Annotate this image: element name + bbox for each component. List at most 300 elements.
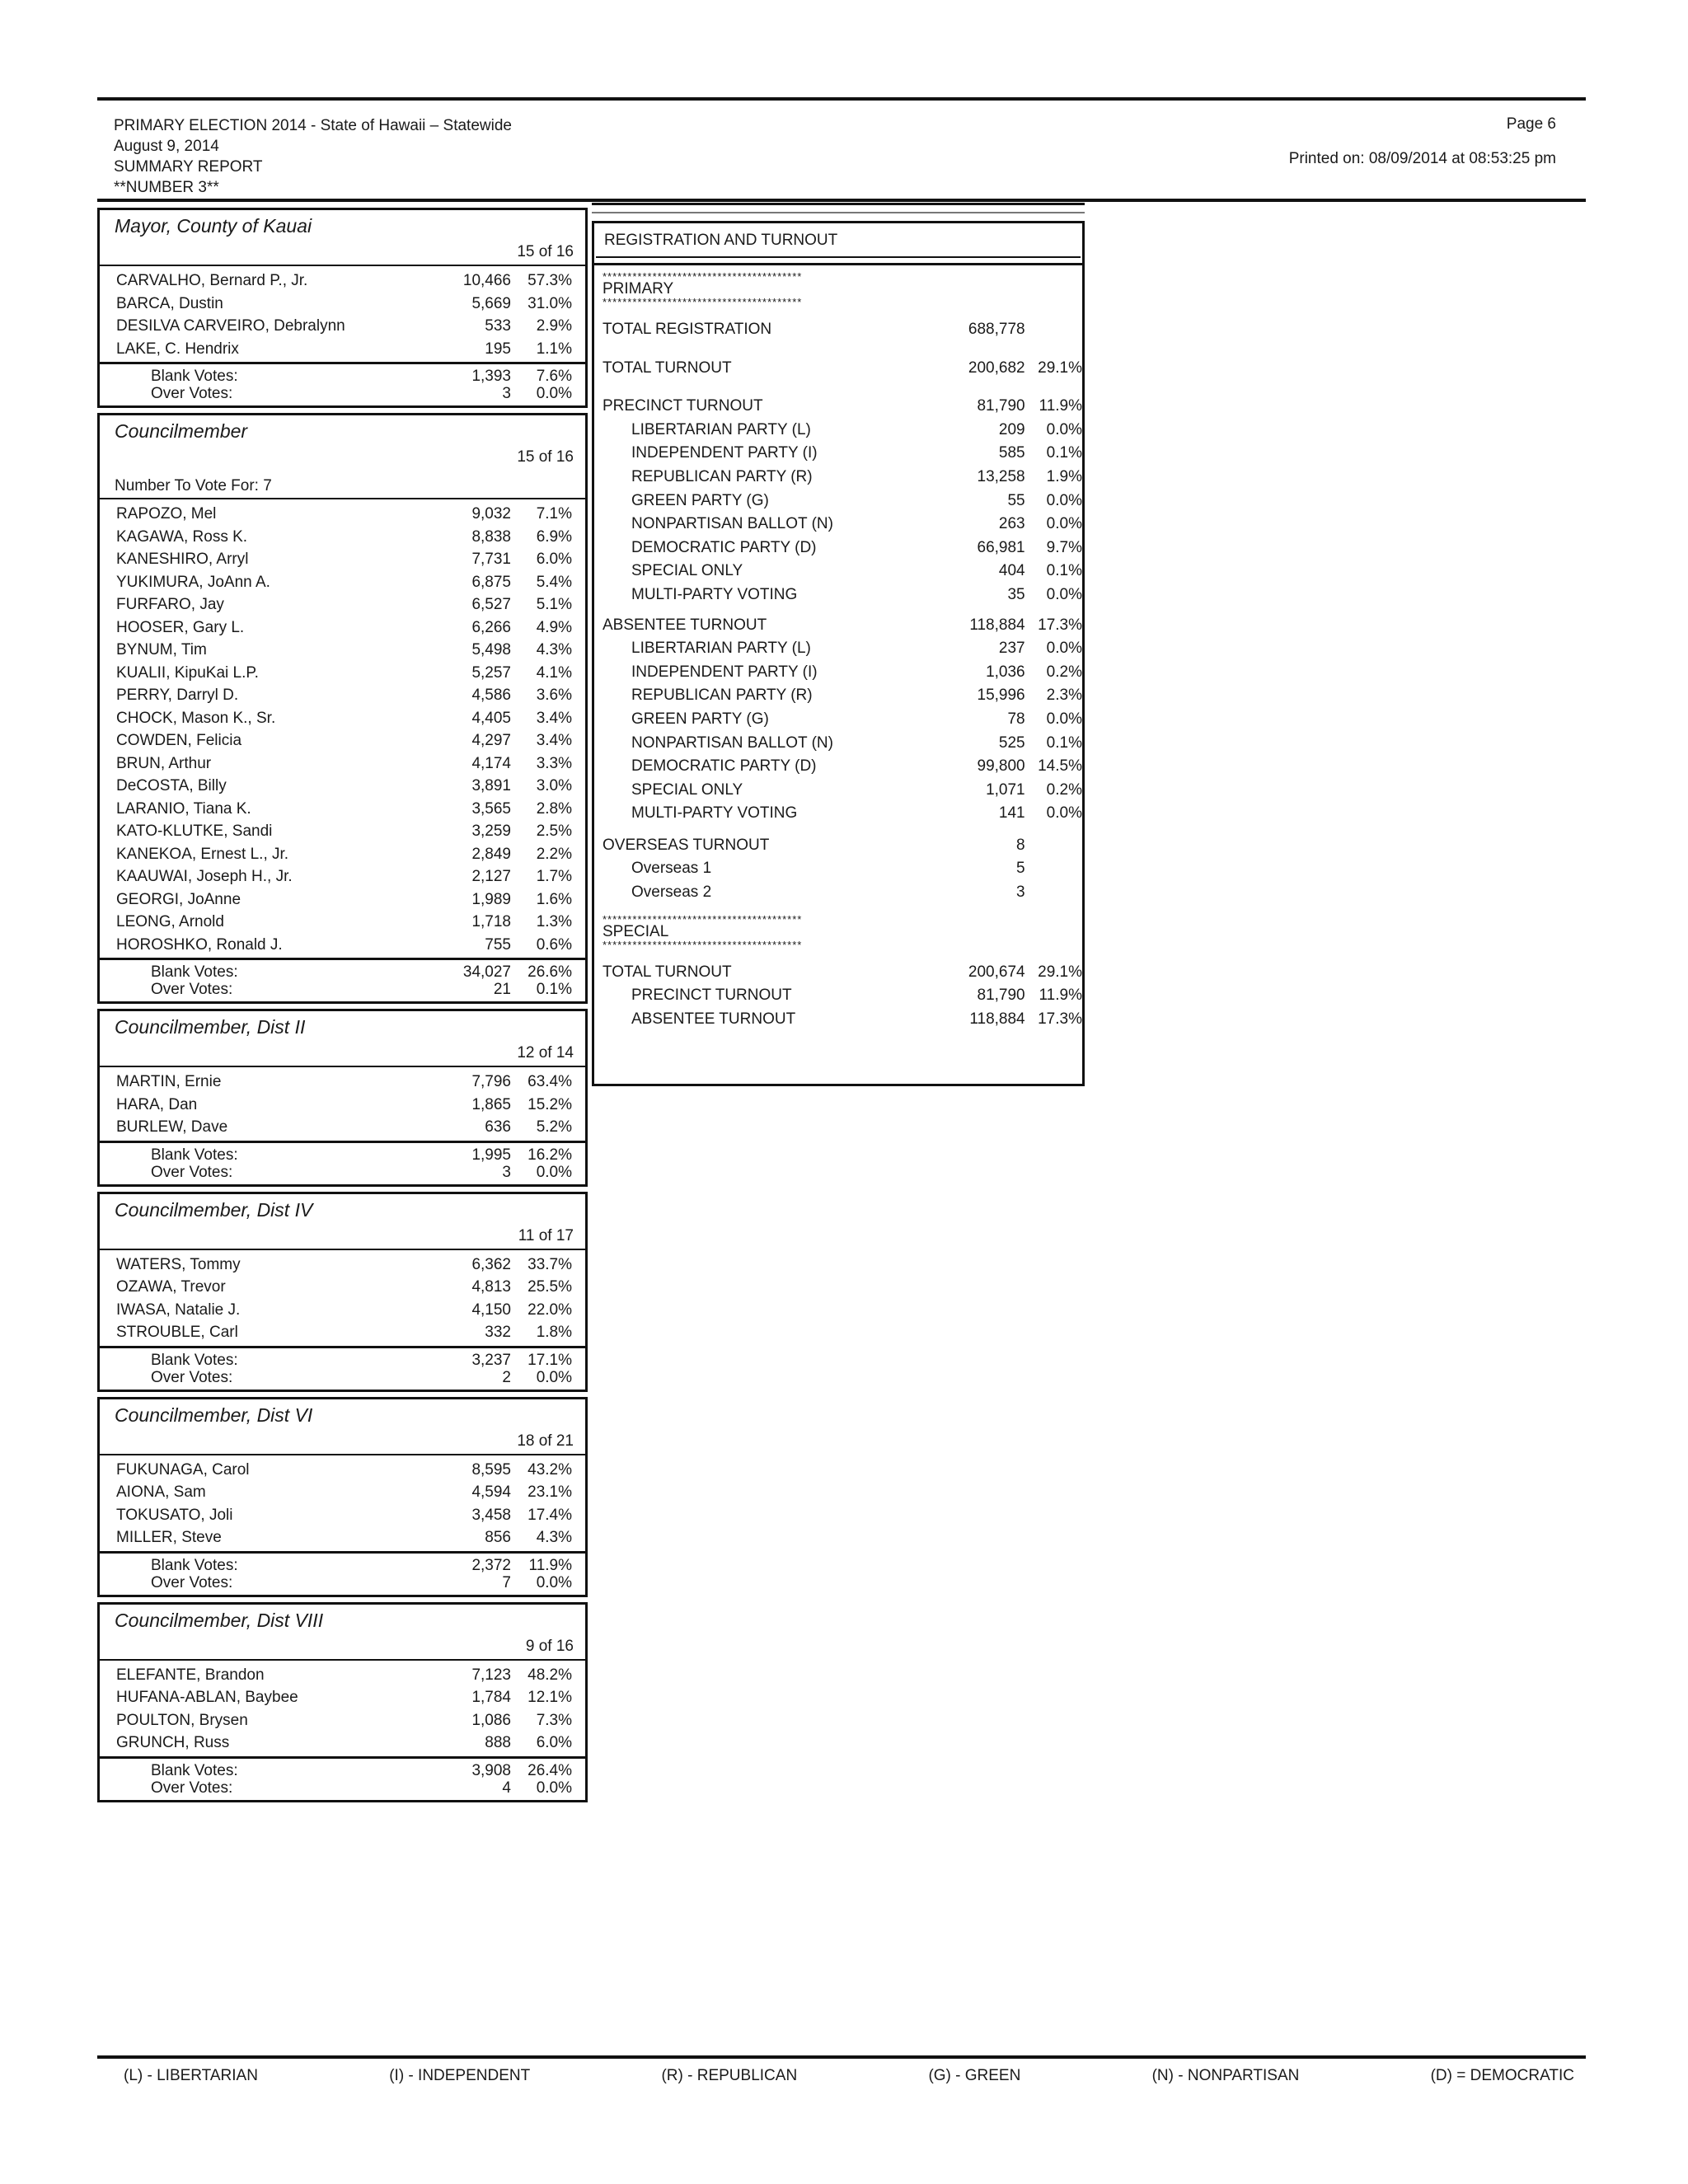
- candidate-votes: 6,362: [471, 1255, 511, 1273]
- asterisk-divider: ****************************************: [603, 272, 803, 281]
- candidate-row: [100, 639, 585, 662]
- party-legend-item: (I) - INDEPENDENT: [389, 2067, 531, 2084]
- candidate-row: [100, 616, 585, 640]
- candidate-row: [100, 820, 585, 843]
- candidate-name: FURFARO, Jay: [116, 596, 224, 613]
- over-votes-row: [100, 981, 585, 998]
- absentee-party-row-value: 237: [998, 640, 1025, 658]
- candidate-votes: 3,458: [471, 1506, 511, 1524]
- total-registration: [594, 318, 1082, 342]
- absentee-turnout-percent: 17.3%: [1038, 616, 1082, 634]
- candidate-name: BYNUM, Tim: [116, 641, 207, 658]
- precinct-party-row: [594, 560, 1082, 583]
- precinct-party-row-percent: 0.1%: [1046, 444, 1082, 462]
- absentee-party-row-label: GREEN PARTY (G): [631, 710, 769, 728]
- party-legend-item: (G) - GREEN: [928, 2067, 1021, 2084]
- candidate-votes: 9,032: [471, 505, 511, 523]
- report-date: August 9, 2014: [114, 138, 219, 155]
- candidate-row: [100, 729, 585, 752]
- candidate-name: FUKUNAGA, Carol: [116, 1460, 250, 1479]
- candidate-percent: 3.4%: [536, 709, 572, 727]
- candidate-row: [100, 1254, 585, 1277]
- absentee-party-row-percent: 0.2%: [1046, 663, 1082, 681]
- precinct-party-row-value: 66,981: [977, 538, 1025, 556]
- candidate-percent: 17.4%: [528, 1506, 572, 1524]
- over-votes-count: 3: [502, 1163, 511, 1181]
- over-votes-percent: 0.0%: [536, 1779, 572, 1797]
- absentee-party-row-label: INDEPENDENT PARTY (I): [631, 663, 818, 681]
- candidate-votes: 3,565: [471, 799, 511, 818]
- candidate-percent: 3.4%: [536, 732, 572, 749]
- candidate-row: [100, 775, 585, 798]
- precinct-party-row-percent: 0.0%: [1046, 491, 1082, 509]
- blank-over-votes: [100, 1141, 585, 1184]
- candidate-percent: 0.6%: [536, 935, 572, 954]
- absentee-party-row-value: 1,071: [986, 780, 1025, 799]
- over-votes-label: Over Votes:: [151, 1163, 233, 1181]
- overseas-turnout-percent: [1025, 834, 1082, 858]
- over-votes-label: Over Votes:: [151, 385, 233, 402]
- blank-votes-count: 1,995: [471, 1146, 511, 1164]
- candidate-name: TOKUSATO, Joli: [116, 1506, 233, 1524]
- blank-votes-label: Blank Votes:: [151, 1146, 238, 1164]
- absentee-party-row: [594, 779, 1082, 803]
- candidate-percent: 12.1%: [528, 1689, 572, 1706]
- spacer: [594, 342, 1082, 357]
- candidate-name: IWASA, Natalie J.: [116, 1301, 241, 1319]
- special-section-label: SPECIAL: [603, 922, 669, 940]
- absentee-turnout-value: 118,884: [969, 616, 1025, 634]
- candidate-row: [100, 798, 585, 821]
- overseas-row-label: Overseas 1: [631, 860, 712, 878]
- total-registration-value: 688,778: [968, 321, 1025, 338]
- contest-title: Councilmember, Dist VI: [115, 1404, 313, 1426]
- primary-section-label: PRIMARY: [603, 280, 674, 298]
- precinct-party-row-percent: 0.0%: [1046, 420, 1082, 438]
- candidate-row: [100, 934, 585, 957]
- absentee-party-row-value: 141: [998, 804, 1025, 823]
- registration-title: REGISTRATION AND TURNOUT: [596, 223, 1081, 258]
- candidate-votes: 636: [485, 1118, 511, 1136]
- precinct-party-row-value: 55: [1007, 491, 1025, 509]
- candidate-name: STROUBLE, Carl: [116, 1324, 238, 1341]
- precinct-party-row-label: LIBERTARIAN PARTY (L): [631, 420, 811, 438]
- candidate-votes: 1,086: [471, 1711, 511, 1729]
- candidate-row: [100, 1299, 585, 1322]
- absentee-party-row-percent: 0.2%: [1046, 780, 1082, 799]
- spacer: [594, 380, 1082, 395]
- blank-votes-percent: 16.2%: [528, 1146, 572, 1164]
- overseas-row-value: 3: [1016, 883, 1025, 902]
- absentee-party-row-label: MULTI-PARTY VOTING: [631, 804, 798, 823]
- candidate-votes: 6,875: [471, 573, 511, 591]
- candidate-percent: 3.0%: [536, 777, 572, 794]
- page-number: Page 6: [1506, 115, 1556, 133]
- blank-votes-row: [100, 1352, 585, 1369]
- blank-votes-label: Blank Votes:: [151, 963, 238, 981]
- candidate-list: [100, 1454, 585, 1551]
- candidate-name: DESILVA CARVEIRO, Debralynn: [116, 317, 345, 335]
- contest-box: [97, 1397, 588, 1597]
- precinct-party-row-percent: 0.0%: [1046, 515, 1082, 533]
- candidate-name: DeCOSTA, Billy: [116, 777, 227, 794]
- candidate-row: [100, 1459, 585, 1482]
- registration-top-bar: [592, 203, 1085, 213]
- precincts-reported: 18 of 21: [517, 1432, 574, 1450]
- candidate-row: [100, 1071, 585, 1094]
- special-turnout-row-percent: 11.9%: [1039, 987, 1082, 1005]
- absentee-party-row-value: 99,800: [977, 757, 1025, 776]
- blank-votes-count: 3,908: [471, 1761, 511, 1779]
- candidate-name: HOROSHKO, Ronald J.: [116, 935, 283, 954]
- precincts-reported: 11 of 17: [518, 1226, 574, 1244]
- contest-title: Councilmember, Dist II: [115, 1016, 306, 1038]
- absentee-party-row-percent: 2.3%: [1046, 687, 1082, 705]
- candidate-votes: 1,865: [471, 1095, 511, 1113]
- candidate-percent: 1.1%: [536, 340, 572, 358]
- over-votes-percent: 0.0%: [536, 1368, 572, 1386]
- special-turnout-row-value: 118,884: [969, 1010, 1025, 1028]
- absentee-party-row-percent: 14.5%: [1038, 757, 1082, 776]
- candidate-row: [100, 707, 585, 730]
- absentee-party-row-value: 15,996: [977, 687, 1025, 705]
- precinct-party-row-value: 13,258: [977, 467, 1025, 485]
- candidate-votes: 5,498: [471, 641, 511, 658]
- contest-box: [97, 1009, 588, 1187]
- special-turnout-row-label: ABSENTEE TURNOUT: [631, 1010, 796, 1028]
- candidate-row: [100, 1276, 585, 1299]
- precinct-party-row: [594, 419, 1082, 443]
- overseas-row-value: 5: [1016, 860, 1025, 878]
- candidate-percent: 4.9%: [536, 618, 572, 636]
- candidate-row: [100, 1526, 585, 1549]
- candidate-votes: 195: [485, 340, 511, 358]
- blank-votes-count: 3,237: [471, 1351, 511, 1369]
- candidate-name: BURLEW, Dave: [116, 1118, 228, 1136]
- over-votes-count: 21: [493, 981, 511, 998]
- precinct-party-row-value: 404: [998, 562, 1025, 580]
- absentee-party-row: [594, 755, 1082, 779]
- blank-votes-label: Blank Votes:: [151, 1761, 238, 1779]
- spacer: [594, 307, 1082, 318]
- candidate-votes: 3,891: [471, 777, 511, 794]
- blank-votes-label: Blank Votes:: [151, 1556, 238, 1574]
- candidate-row: [100, 888, 585, 912]
- total-turnout: [594, 357, 1082, 381]
- total-turnout-value: 200,682: [968, 359, 1025, 377]
- blank-votes-percent: 7.6%: [536, 368, 572, 385]
- candidate-votes: 332: [485, 1324, 511, 1341]
- special-total-turnout-label: TOTAL TURNOUT: [603, 963, 732, 981]
- precinct-party-row: [594, 537, 1082, 560]
- over-votes-count: 4: [502, 1779, 511, 1797]
- party-legend: [124, 2067, 1574, 2085]
- candidate-percent: 4.1%: [536, 663, 572, 682]
- special-turnout-row-label: PRECINCT TURNOUT: [631, 987, 792, 1005]
- report-title: PRIMARY ELECTION 2014 - State of Hawaii – Statewide: [114, 117, 512, 134]
- precinct-party-row: [594, 490, 1082, 513]
- candidate-row: [100, 662, 585, 685]
- candidate-votes: 5,257: [471, 663, 511, 682]
- over-votes-percent: 0.0%: [536, 1573, 572, 1591]
- absentee-party-row: [594, 637, 1082, 661]
- candidate-name: CARVALHO, Bernard P., Jr.: [116, 272, 308, 289]
- candidate-percent: 1.3%: [536, 913, 572, 930]
- candidate-row: [100, 269, 585, 293]
- candidate-percent: 1.7%: [536, 868, 572, 885]
- over-votes-label: Over Votes:: [151, 1573, 233, 1591]
- candidate-percent: 1.8%: [536, 1324, 572, 1341]
- candidate-percent: 15.2%: [528, 1095, 572, 1113]
- absentee-party-row: [594, 708, 1082, 732]
- over-votes-row: [100, 1779, 585, 1797]
- candidate-percent: 2.9%: [536, 317, 572, 335]
- over-votes-row: [100, 1369, 585, 1386]
- absentee-party-row: [594, 802, 1082, 826]
- candidate-name: BARCA, Dustin: [116, 294, 223, 312]
- candidate-list: [100, 265, 585, 362]
- candidate-votes: 1,718: [471, 913, 511, 930]
- candidate-name: HUFANA-ABLAN, Baybee: [116, 1689, 298, 1706]
- contest-title: Councilmember, Dist VIII: [115, 1609, 324, 1631]
- candidate-percent: 33.7%: [528, 1255, 572, 1273]
- overseas-turnout: [594, 834, 1082, 858]
- precinct-party-row-label: INDEPENDENT PARTY (I): [631, 444, 818, 462]
- precinct-party-row-value: 209: [998, 420, 1025, 438]
- candidate-percent: 63.4%: [528, 1073, 572, 1090]
- candidate-percent: 2.5%: [536, 823, 572, 840]
- absentee-party-row-percent: 0.0%: [1046, 804, 1082, 823]
- special-turnout-row: [594, 984, 1082, 1008]
- special-total-turnout: [594, 961, 1082, 985]
- over-votes-row: [100, 385, 585, 402]
- candidate-votes: 4,174: [471, 754, 511, 772]
- candidate-percent: 4.3%: [536, 641, 572, 658]
- precinct-party-row-percent: 0.0%: [1046, 585, 1082, 603]
- registration-turnout-panel: [592, 221, 1085, 1086]
- candidate-percent: 6.9%: [536, 527, 572, 546]
- candidate-votes: 10,466: [462, 272, 511, 289]
- spacer: [594, 949, 1082, 961]
- precinct-party-row-label: DEMOCRATIC PARTY (D): [631, 538, 817, 556]
- contest-box: [97, 208, 588, 408]
- party-legend-item: (N) - NONPARTISAN: [1151, 2067, 1300, 2084]
- candidate-row: [100, 1094, 585, 1117]
- total-turnout-percent: 29.1%: [1038, 359, 1082, 377]
- contests-column: [97, 208, 588, 1807]
- precinct-party-row: [594, 513, 1082, 537]
- absentee-party-row-label: SPECIAL ONLY: [631, 780, 743, 799]
- overseas-row: [594, 881, 1082, 905]
- absentee-turnout: [594, 614, 1082, 638]
- candidate-name: AIONA, Sam: [116, 1483, 206, 1501]
- over-votes-count: 3: [502, 385, 511, 402]
- candidate-row: [100, 752, 585, 776]
- candidate-percent: 4.3%: [536, 1529, 572, 1546]
- candidate-percent: 22.0%: [528, 1301, 572, 1319]
- candidate-row: [100, 1504, 585, 1527]
- candidate-row: [100, 571, 585, 594]
- candidate-votes: 4,405: [471, 709, 511, 727]
- special-turnout-row-percent: 17.3%: [1038, 1010, 1082, 1028]
- candidate-percent: 6.0%: [536, 1734, 572, 1751]
- candidate-votes: 856: [485, 1529, 511, 1546]
- precinct-turnout-value: 81,790: [977, 397, 1025, 415]
- precinct-turnout-percent: 11.9%: [1039, 397, 1082, 415]
- number-to-vote: Number To Vote For: 7: [115, 477, 272, 494]
- candidate-row: [100, 293, 585, 316]
- candidate-name: PERRY, Darryl D.: [116, 687, 239, 704]
- candidate-name: RAPOZO, Mel: [116, 505, 217, 523]
- candidate-percent: 6.0%: [536, 551, 572, 568]
- candidate-row: [100, 1481, 585, 1504]
- candidate-row: [100, 548, 585, 571]
- special-turnout-row: [594, 1008, 1082, 1032]
- precincts-reported: 12 of 14: [517, 1044, 574, 1062]
- candidate-row: [100, 684, 585, 707]
- candidate-percent: 7.1%: [536, 505, 572, 523]
- asterisk-divider: ****************************************: [603, 914, 803, 924]
- candidate-name: KAGAWA, Ross K.: [116, 527, 248, 546]
- report-number: **NUMBER 3**: [114, 179, 219, 196]
- over-votes-row: [100, 1164, 585, 1181]
- absentee-party-row-percent: 0.0%: [1046, 640, 1082, 658]
- precinct-party-row-label: NONPARTISAN BALLOT (N): [631, 515, 833, 533]
- blank-votes-row: [100, 1146, 585, 1164]
- candidate-list: [100, 1249, 585, 1346]
- candidate-name: HOOSER, Gary L.: [116, 618, 245, 636]
- absentee-party-row-label: REPUBLICAN PARTY (R): [631, 687, 813, 705]
- overseas-turnout-label: OVERSEAS TURNOUT: [603, 836, 770, 854]
- asterisk-divider: ****************************************: [603, 298, 803, 307]
- candidate-votes: 2,849: [471, 845, 511, 863]
- total-registration-percent: [1025, 318, 1082, 342]
- party-legend-item: (D) = DEMOCRATIC: [1430, 2067, 1574, 2084]
- candidate-name: COWDEN, Felicia: [116, 732, 242, 749]
- candidate-list: [100, 1066, 585, 1141]
- candidate-name: GRUNCH, Russ: [116, 1734, 230, 1751]
- candidate-votes: 5,669: [471, 294, 511, 312]
- party-legend-item: (L) - LIBERTARIAN: [124, 2067, 258, 2084]
- blank-votes-row: [100, 1762, 585, 1779]
- candidate-row: [100, 338, 585, 361]
- blank-over-votes: [100, 1346, 585, 1390]
- candidate-percent: 5.2%: [536, 1118, 572, 1136]
- contest-box: [97, 1602, 588, 1802]
- asterisk-divider: ****************************************: [603, 940, 803, 949]
- precinct-party-row-percent: 9.7%: [1046, 538, 1082, 556]
- header-top-rule: [97, 97, 1586, 101]
- candidate-percent: 25.5%: [528, 1278, 572, 1296]
- precinct-party-row-value: 263: [998, 515, 1025, 533]
- candidate-row: [100, 1709, 585, 1732]
- blank-votes-count: 2,372: [471, 1556, 511, 1574]
- candidate-votes: 4,813: [471, 1278, 511, 1296]
- blank-votes-row: [100, 368, 585, 385]
- spacer: [594, 905, 1082, 915]
- candidate-votes: 7,123: [471, 1666, 511, 1684]
- candidate-name: WATERS, Tommy: [116, 1255, 241, 1273]
- precinct-turnout: [594, 395, 1082, 419]
- candidate-name: CHOCK, Mason K., Sr.: [116, 709, 276, 727]
- candidate-percent: 3.6%: [536, 687, 572, 704]
- absentee-party-row: [594, 684, 1082, 708]
- over-votes-label: Over Votes:: [151, 981, 233, 998]
- candidate-name: BRUN, Arthur: [116, 754, 212, 772]
- over-votes-count: 7: [502, 1573, 511, 1591]
- candidate-name: GEORGI, JoAnne: [116, 890, 241, 908]
- absentee-turnout-label: ABSENTEE TURNOUT: [603, 616, 767, 634]
- candidate-votes: 4,150: [471, 1301, 511, 1319]
- candidate-name: HARA, Dan: [116, 1095, 198, 1113]
- blank-votes-count: 1,393: [471, 368, 511, 385]
- overseas-row: [594, 857, 1082, 881]
- over-votes-row: [100, 1574, 585, 1591]
- party-legend-item: (R) - REPUBLICAN: [661, 2067, 798, 2084]
- header-bottom-rule: [97, 199, 1586, 202]
- blank-votes-row: [100, 1557, 585, 1574]
- absentee-party-row: [594, 732, 1082, 756]
- total-registration-label: TOTAL REGISTRATION: [603, 321, 772, 338]
- candidate-percent: 31.0%: [528, 294, 572, 312]
- candidate-percent: 5.4%: [536, 573, 572, 591]
- candidate-votes: 4,586: [471, 687, 511, 704]
- candidate-list: [100, 1659, 585, 1756]
- candidate-name: OZAWA, Trevor: [116, 1278, 226, 1296]
- absentee-party-row-label: LIBERTARIAN PARTY (L): [631, 640, 811, 658]
- candidate-percent: 3.3%: [536, 754, 572, 772]
- candidate-votes: 4,594: [471, 1483, 511, 1501]
- blank-votes-count: 34,027: [462, 963, 511, 981]
- candidate-votes: 888: [485, 1734, 511, 1751]
- candidate-row: [100, 526, 585, 549]
- blank-over-votes: [100, 958, 585, 1001]
- contest-box: [97, 413, 588, 1004]
- printed-timestamp: Printed on: 08/09/2014 at 08:53:25 pm: [1288, 150, 1556, 167]
- blank-votes-percent: 17.1%: [528, 1351, 572, 1369]
- absentee-party-row-value: 78: [1007, 710, 1025, 728]
- precinct-party-row-percent: 1.9%: [1046, 467, 1082, 485]
- candidate-row: [100, 503, 585, 526]
- absentee-party-row-value: 525: [998, 733, 1025, 752]
- overseas-row-percent: [1025, 857, 1082, 881]
- over-votes-percent: 0.1%: [536, 981, 572, 998]
- spacer: [594, 826, 1082, 834]
- absentee-party-row-label: NONPARTISAN BALLOT (N): [631, 733, 833, 752]
- absentee-party-row-percent: 0.1%: [1046, 733, 1082, 752]
- absentee-party-row: [594, 661, 1082, 685]
- over-votes-percent: 0.0%: [536, 385, 572, 402]
- precinct-turnout-label: PRECINCT TURNOUT: [603, 397, 763, 415]
- overseas-row-percent: [1025, 881, 1082, 905]
- candidate-percent: 43.2%: [528, 1460, 572, 1479]
- candidate-percent: 57.3%: [528, 272, 572, 289]
- candidate-percent: 23.1%: [528, 1483, 572, 1501]
- precinct-party-row: [594, 583, 1082, 607]
- candidate-name: ELEFANTE, Brandon: [116, 1666, 265, 1684]
- total-turnout-label: TOTAL TURNOUT: [603, 359, 732, 377]
- candidate-votes: 755: [485, 935, 511, 954]
- precinct-party-row-label: SPECIAL ONLY: [631, 562, 743, 580]
- registration-body: [594, 263, 1082, 1031]
- candidate-row: [100, 843, 585, 866]
- candidate-votes: 533: [485, 317, 511, 335]
- candidate-votes: 8,595: [471, 1460, 511, 1479]
- blank-over-votes: [100, 1756, 585, 1800]
- over-votes-count: 2: [502, 1368, 511, 1386]
- candidate-name: YUKIMURA, JoAnn A.: [116, 573, 270, 591]
- precinct-party-row: [594, 442, 1082, 466]
